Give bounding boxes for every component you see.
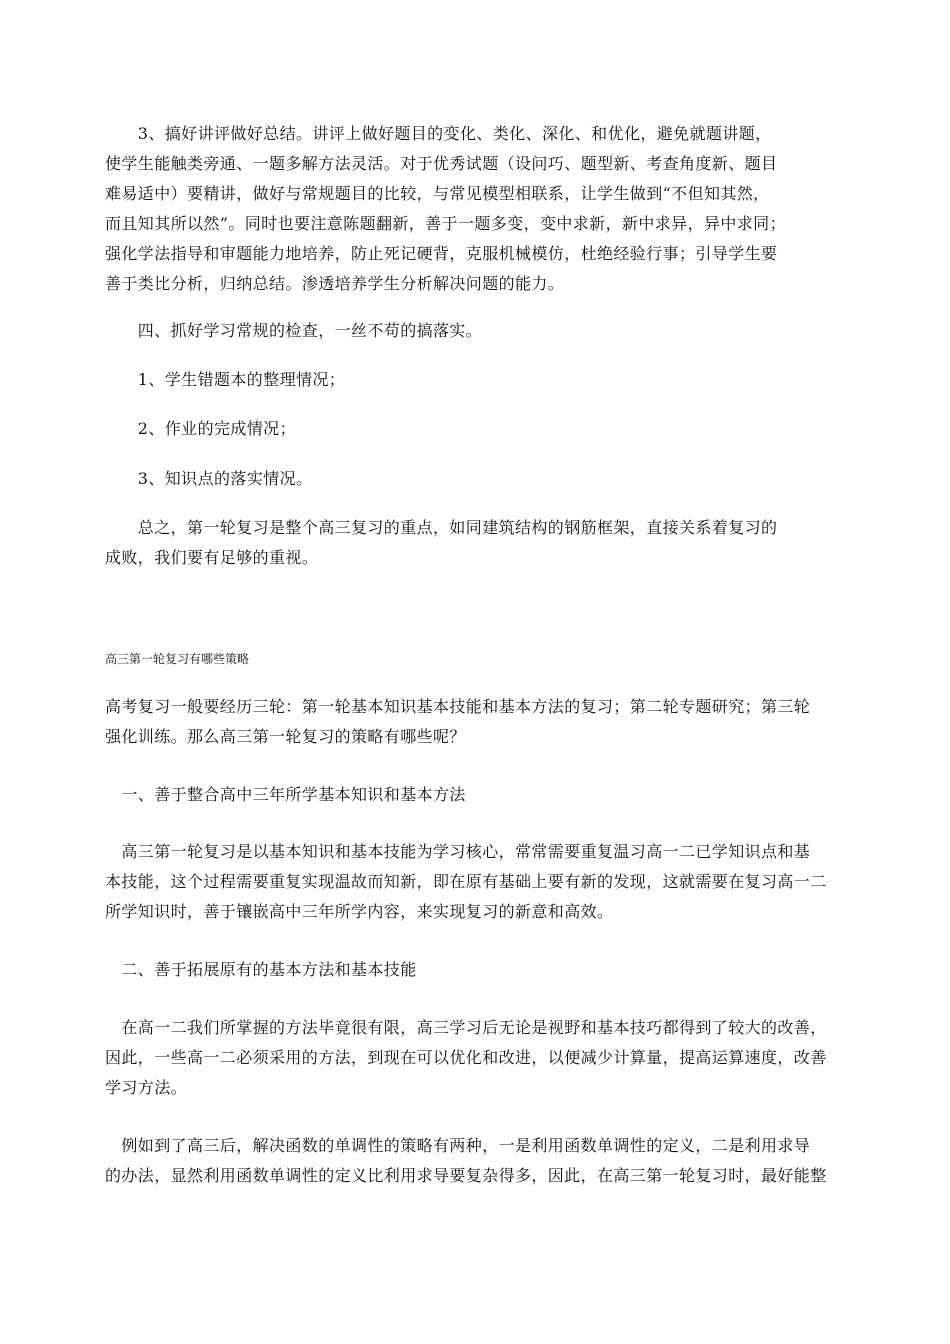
paragraph-line: 难易适中）要精讲，做好与常规题目的比较，与常见模型相联系，让学生做到“不但知其然， <box>105 184 770 203</box>
paragraph-line: 强化训练。那么高三第一轮复习的策略有哪些呢？ <box>105 727 466 746</box>
paragraph-line: 的办法，显然利用函数单调性的定义比利用求导要复杂得多，因此，在高三第一轮复习时，最好能整 <box>105 1166 827 1185</box>
paragraph-intro <box>105 692 810 752</box>
paragraph-line: 高考复习一般要经历三轮：第一轮基本知识基本技能和基本方法的复习；第二轮专题研究；第三轮 <box>105 697 811 716</box>
paragraph-line: 而且知其所以然”。同时也要注意陈题翻新，善于一题多变，变中求新，新中求异，异中求同； <box>105 214 786 233</box>
paragraph-line: 本技能，这个过程需要重复实现温故而知新，即在原有基础上要有新的发现，这就需要在复习高一二 <box>105 872 827 891</box>
paragraph-line: 总之，第一轮复习是整个高三复习的重点，如同建筑结构的钢筋框架，直接关系着复习的 <box>105 518 778 537</box>
paragraph-integrate <box>105 837 827 927</box>
article-title: 高三第一轮复习有哪些策略 <box>105 652 250 666</box>
paragraph-line: 例如到了高三后，解决函数的单调性的策略有两种，一是利用函数单调性的定义，二是利用求导 <box>105 1136 811 1155</box>
paragraph-line: 善于类比分析，归纳总结。渗透培养学生分析解决问题的能力。 <box>105 274 565 293</box>
section-heading-one: 一、善于整合高中三年所学基本知识和基本方法 <box>105 785 466 804</box>
paragraph-line: 在高一二我们所掌握的方法毕竟很有限，高三学习后无论是视野和基本技巧都得到了较大的改善， <box>105 1018 827 1037</box>
paragraph-line: 3、搞好讲评做好总结。讲评上做好题目的变化、类化、深化、和优化，避免就题讲题， <box>105 124 772 143</box>
section-heading-two: 二、善于拓展原有的基本方法和基本技能 <box>105 960 417 979</box>
paragraph-line: 所学知识时，善于镶嵌高中三年所学内容，来实现复习的新意和高效。 <box>105 902 614 921</box>
paragraph-line: 成败，我们要有足够的重视。 <box>105 548 319 567</box>
list-item-1: 1、学生错题本的整理情况； <box>105 370 346 389</box>
paragraph-line: 使学生能触类旁通、一题多解方法灵活。对于优秀试题（设问巧、题型新、考查角度新、题目 <box>105 154 778 173</box>
paragraph-example <box>105 1131 827 1191</box>
section-heading-four: 四、抓好学习常规的检查，一丝不苟的搞落实。 <box>105 321 483 340</box>
paragraph-line: 学习方法。 <box>105 1078 188 1097</box>
list-item-2: 2、作业的完成情况； <box>105 419 296 438</box>
paragraph-line: 强化学法指导和审题能力地培养，防止死记硬背，克服机械模仿，杜绝经验行事；引导学生要 <box>105 244 778 263</box>
paragraph-line: 因此，一些高一二必须采用的方法，到现在可以优化和改进，以便减少计算量，提高运算速度，改善 <box>105 1048 827 1067</box>
paragraph-conclusion <box>105 513 777 573</box>
paragraph-review-summary <box>105 119 786 299</box>
paragraph-line: 高三第一轮复习是以基本知识和基本技能为学习核心，常常需要重复温习高一二已学知识点和基 <box>105 842 811 861</box>
list-item-3: 3、知识点的落实情况。 <box>105 469 313 488</box>
paragraph-extend <box>105 1013 827 1103</box>
